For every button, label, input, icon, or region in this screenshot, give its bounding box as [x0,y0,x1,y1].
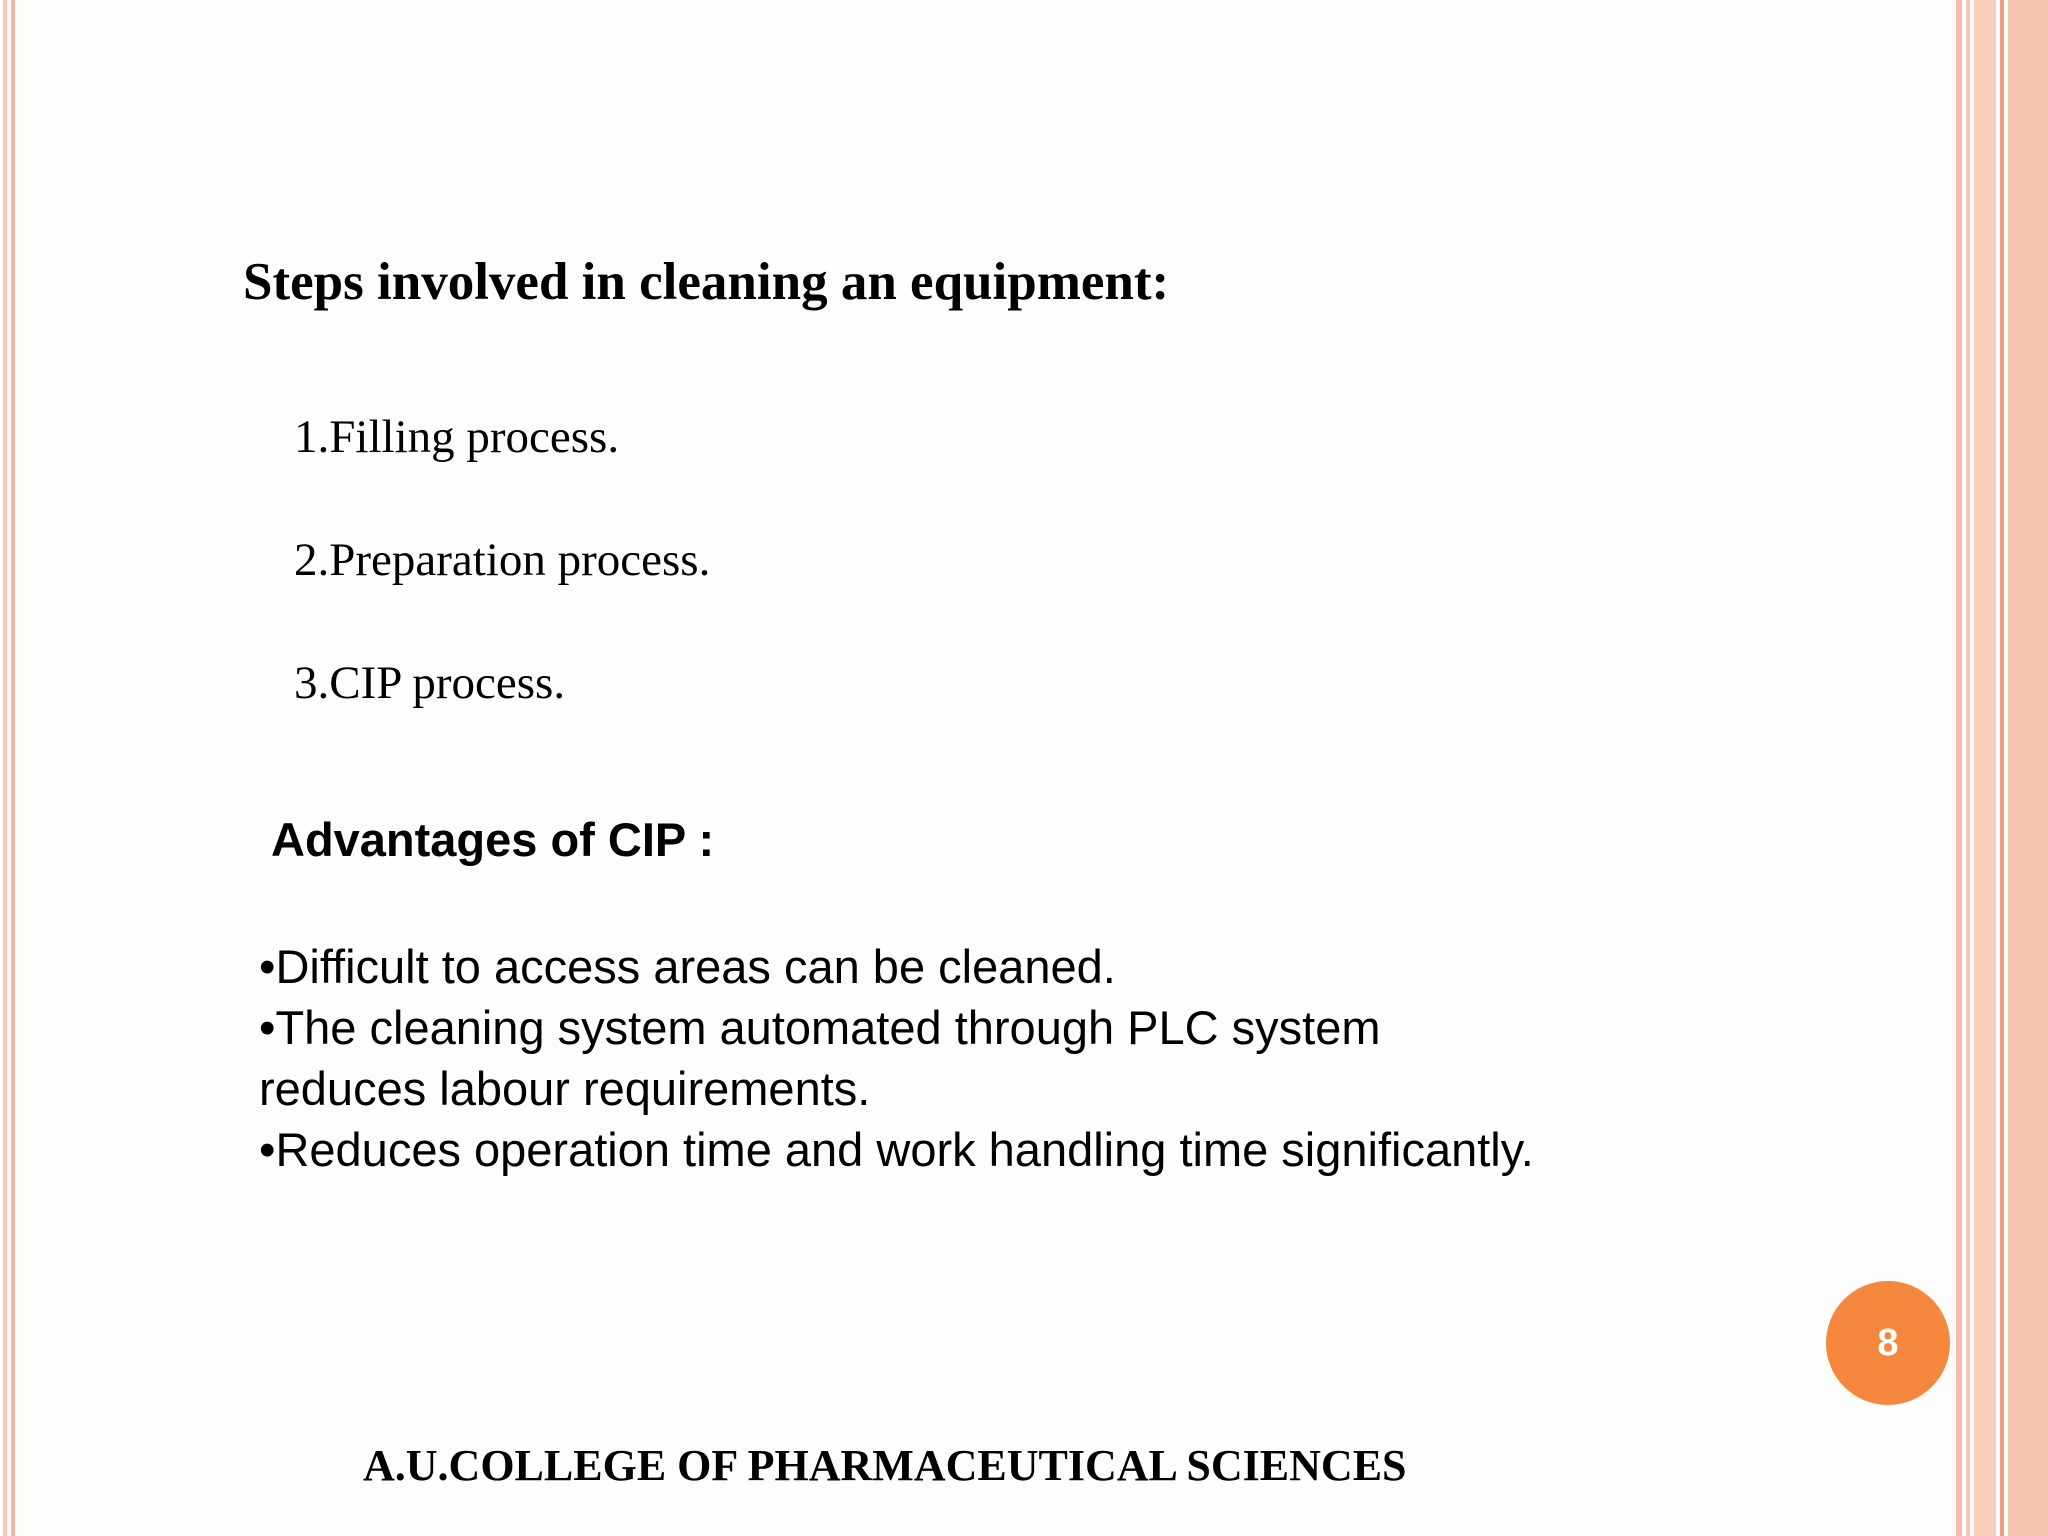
slide-heading: Steps involved in cleaning an equipment: [243,253,1170,311]
right-border-band-2 [2008,0,2048,1536]
page-number-badge: 8 [1826,1281,1950,1405]
advantages-heading [271,812,714,867]
right-border-line-1 [1956,0,1962,1536]
right-border-band-1 [1974,0,1996,1536]
step-item: 1.Filling process. [294,411,620,463]
left-border-line-inner [11,0,15,1536]
left-border-decoration [0,0,20,1536]
footer-text: A.U.COLLEGE OF PHARMACEUTICAL SCIENCES [363,1441,1407,1490]
step-item: 3.CIP process. [294,657,566,709]
advantage-item: •Reduces operation time and work handling time significantly. [259,1123,1534,1176]
right-border-line-2 [1966,0,1970,1536]
right-border-line-3 [2000,0,2004,1536]
advantages-list [259,936,1559,1180]
steps-list [294,402,710,771]
advantage-item: •Difficult to access areas can be cleaned. [259,940,1116,993]
advantages-heading-label: Advantages of CIP [271,813,686,866]
advantages-heading-colon: : [685,813,715,866]
left-border-line-outer [3,0,7,1536]
advantage-item: •The cleaning system automated through PLC system reduces labour requirements. [259,1001,1381,1115]
step-item: 2.Preparation process. [294,534,711,586]
right-border-decoration [1956,0,2048,1536]
